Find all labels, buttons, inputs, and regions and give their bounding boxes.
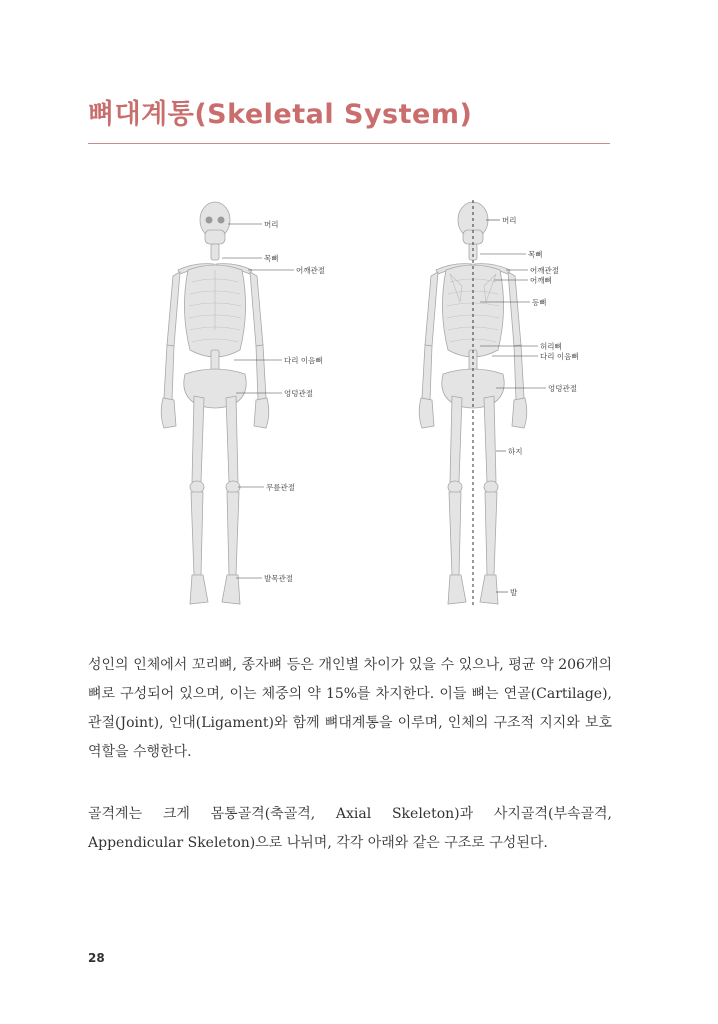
- title-divider: [88, 143, 610, 144]
- back-label-thoracic: 등뼈: [532, 298, 547, 307]
- back-label-lumbar: 허리뼈: [540, 342, 562, 351]
- back-label-hip-joint: 엉덩관절: [548, 384, 577, 393]
- back-label-lower-limb: 하지: [508, 447, 523, 456]
- back-label-cervical: 목뼈: [528, 250, 543, 259]
- body-paragraph-1: 성인의 인체에서 꼬리뼈, 종자뼈 등은 개인별 차이가 있을 수 있으나, 평균 약 206개의 뼈로 구성되어 있으며, 이는 체중의 약 15%를 차지한다. 이들 뼈는 연골(Cartilage), 관절(Joint), 인대(Ligament)와 함께 뼈대계통을 이루며, 인체의 구조적 지지와 보호 역할을 수행한다.: [88, 657, 612, 760]
- back-skeleton: [419, 200, 527, 608]
- front-label-ankle-joint: 발목관절: [264, 574, 293, 583]
- back-label-scapula: 어깨뼈: [530, 276, 552, 285]
- back-label-shoulder-joint: 어깨관절: [530, 266, 559, 275]
- page-number: 28: [88, 951, 105, 965]
- front-label-shoulder-joint: 어깨관절: [296, 266, 325, 275]
- skeleton-figure: [150, 190, 590, 620]
- page-title: 뼈대계통(Skeletal System): [88, 99, 473, 130]
- front-label-head: 머리: [264, 220, 279, 229]
- back-label-head: 머리: [502, 216, 517, 225]
- front-label-hip-joint: 엉덩관절: [284, 389, 313, 398]
- skeleton-illustration: [150, 190, 590, 620]
- body-paragraph-2: 골격계는 크게 몸통골격(축골격, Axial Skeleton)과 사지골격(부속골격, Appendicular Skeleton)으로 나뉘며, 각각 아래와 같은 구조로 구성된다.: [88, 806, 612, 851]
- back-label-pelvic-girdle: 다리 이음뼈: [540, 352, 579, 361]
- front-label-knee-joint: 무릎관절: [266, 483, 295, 492]
- front-skeleton: [161, 202, 269, 604]
- front-label-pelvic-girdle: 다리 이음뼈: [284, 356, 323, 365]
- front-label-cervical: 목뼈: [264, 254, 279, 263]
- back-label-foot: 발: [510, 588, 518, 597]
